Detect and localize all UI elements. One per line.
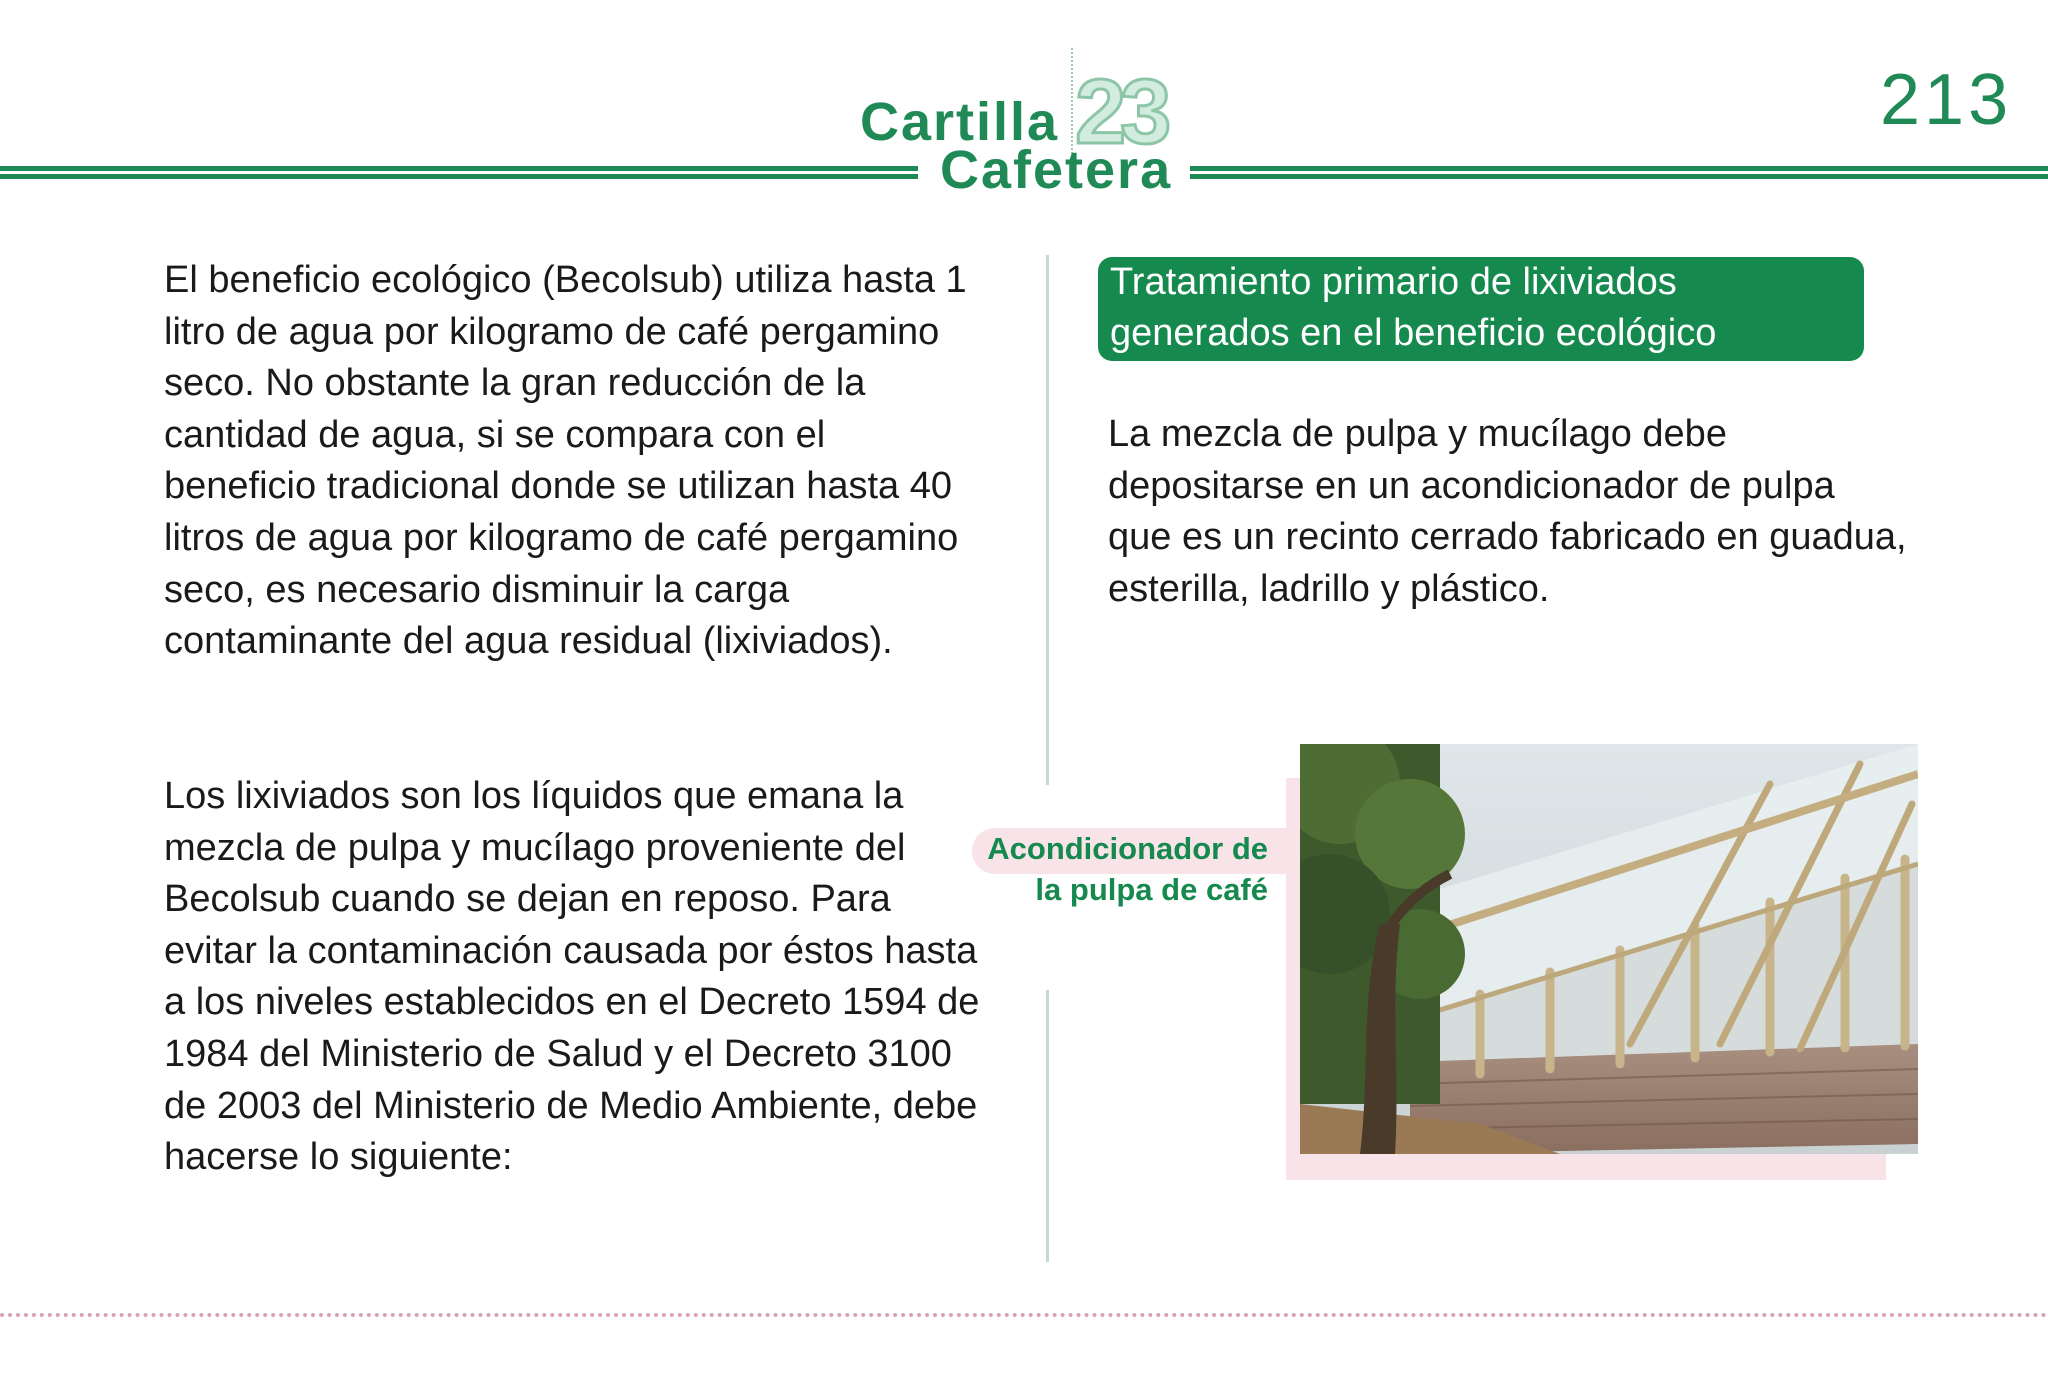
body-paragraph-1: El beneficio ecológico (Becolsub) utiliza hasta 1 litro de agua por kilogramo de café pergamino seco. No obstante la gran reducción de la cantidad de agua, si se compara con el beneficio tradicional donde se utilizan hasta 40 litros de agua por kilogramo de café pergamino seco, es necesario disminuir la carga contaminante del agua residual (lixiviados). xyxy=(164,259,967,663)
body-paragraph-3: La mezcla de pulpa y mucílago debe depositarse en un acondicionador de pulpa que es un recinto cerrado fabricado en guadua, esterilla, ladrillo y plástico. xyxy=(1108,413,1907,610)
page-number: 213 xyxy=(1880,60,2013,140)
footer-dotted-rule xyxy=(0,1313,2048,1317)
column-divider-bottom xyxy=(1046,990,1049,1262)
section-heading: Tratamiento primario de lixiviados generados en el beneficio ecológico xyxy=(1098,257,1864,361)
body-paragraph-2: Los lixiviados son los líquidos que emana la mezcla de pulpa y mucílago proveniente del Becolsub cuando se dejan en reposo. Para evitar la contaminación causada por éstos hasta a los niveles establecidos en el Decreto 1594 de 1984 del Ministerio de Salud y el Decreto 3100 de 2003 del Ministerio de Medio Ambiente, debe hacerse lo siguiente: xyxy=(164,775,980,1179)
pulp-conditioner-illustration xyxy=(1300,744,1918,1154)
logo-word-cartilla: Cartilla xyxy=(860,92,1060,152)
logo-dotted-divider xyxy=(1071,48,1073,154)
header-rule-left xyxy=(0,166,918,179)
logo-number: 23 xyxy=(1075,61,1166,163)
pulp-conditioner-photo xyxy=(1300,744,1918,1154)
figure-caption: Acondicionador de la pulpa de café xyxy=(987,831,1268,907)
header-rule-right xyxy=(1190,166,2048,179)
column-divider-top xyxy=(1046,255,1049,785)
logo-word-cafetera: Cafetera xyxy=(940,140,1173,200)
